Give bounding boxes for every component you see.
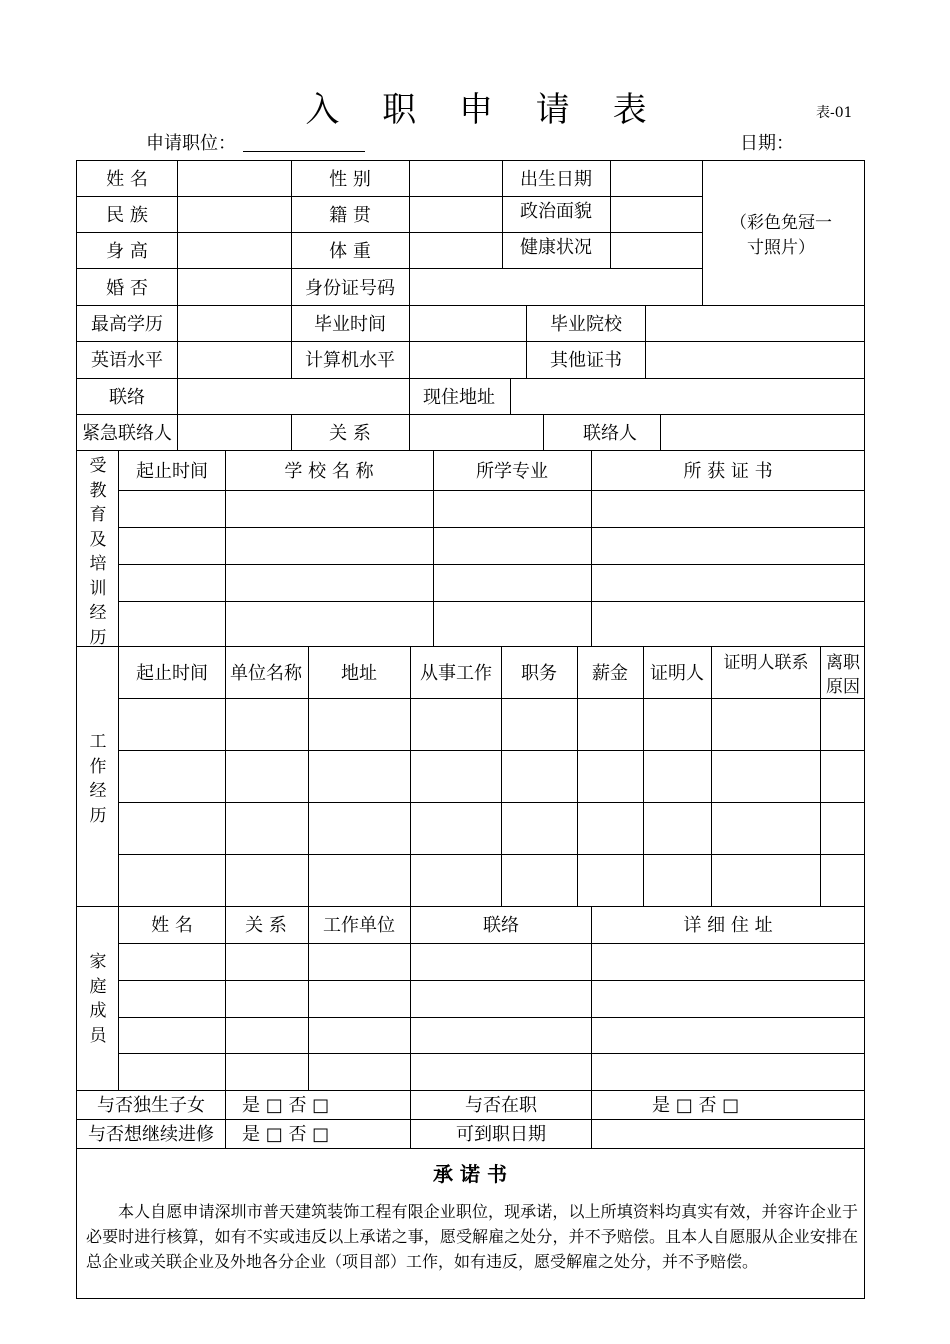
edu-header-school: 学 校 名 称 (284, 461, 374, 482)
employed-checkboxes[interactable]: 是 □ 否 □ (652, 1095, 740, 1116)
native-place-label: 籍 贯 (329, 205, 371, 226)
political-label: 政治面貌 (520, 201, 592, 222)
education-section-label: 受教育及培训经历 (89, 456, 107, 648)
position-label: 申请职位： (146, 133, 236, 154)
only-child-label: 与否独生子女 (97, 1095, 205, 1116)
computer-level-label: 计算机水平 (305, 350, 395, 371)
family-header-workplace: 工作单位 (323, 915, 395, 936)
weight-label: 体 重 (329, 241, 371, 262)
family-section-label: 家庭成员 (89, 952, 107, 1046)
health-label: 健康状况 (520, 237, 592, 258)
only-child-checkboxes[interactable]: 是 □ 否 □ (242, 1095, 330, 1116)
work-header-title: 职务 (521, 663, 557, 684)
school-label: 毕业院校 (550, 314, 622, 335)
work-header-reference: 证明人 (650, 663, 704, 684)
work-header-duty: 从事工作 (420, 663, 492, 684)
other-cert-label: 其他证书 (550, 350, 622, 371)
pledge-title: 承 诺 书 (433, 1162, 507, 1186)
form-title: 入 职 申 请 表 (305, 90, 663, 130)
work-header-reference-contact: 证明人联系 (723, 653, 809, 673)
start-date-label: 可到职日期 (456, 1124, 546, 1145)
english-level-label: 英语水平 (91, 350, 163, 371)
work-header-address: 地址 (341, 663, 377, 684)
further-study-checkboxes[interactable]: 是 □ 否 □ (242, 1124, 330, 1145)
contact-person-label: 联络人 (583, 423, 637, 444)
employed-label: 与否在职 (465, 1095, 537, 1116)
position-input-line[interactable] (243, 151, 365, 152)
graduation-time-label: 毕业时间 (314, 314, 386, 335)
height-label: 身 高 (106, 241, 148, 262)
contact-label: 联络 (109, 387, 145, 408)
edu-header-period: 起止时间 (136, 461, 208, 482)
emergency-contact-label: 紧急联络人 (82, 423, 172, 444)
work-header-salary: 薪金 (592, 663, 628, 684)
gender-label: 性 别 (329, 169, 371, 190)
work-section-label: 工作经历 (89, 732, 107, 826)
id-number-label: 身份证号码 (305, 278, 395, 299)
pledge-text: 本人自愿申请深圳市普天建筑装饰工程有限企业职位，现承诺，以上所填资料均真实有效，并容许企业于必要时进行核算，如有不实或违反以上承诺之事，愿受解雇之处分，并不予赔偿。且本人自愿服从企业安排在总企业或关联企业及外地各分企业（项目部）工作，如有违反，愿受解雇之处分，并不予赔偿。 (86, 1202, 858, 1271)
family-header-name: 姓 名 (151, 915, 193, 936)
form-number: 表-01 (816, 105, 853, 121)
ethnicity-label: 民 族 (106, 205, 148, 226)
family-header-relation: 关 系 (245, 915, 287, 936)
photo-placeholder: （彩色免冠一寸照片） (730, 213, 832, 258)
family-header-address: 详 细 住 址 (683, 915, 773, 936)
education-label: 最高学历 (91, 314, 163, 335)
address-label: 现住地址 (423, 387, 495, 408)
further-study-label: 与否想继续进修 (88, 1124, 214, 1145)
edu-header-major: 所学专业 (476, 461, 548, 482)
edu-header-certificate: 所 获 证 书 (683, 461, 773, 482)
marital-label: 婚 否 (106, 278, 148, 299)
work-header-company: 单位名称 (230, 663, 302, 684)
name-label: 姓 名 (106, 169, 148, 190)
work-header-leave-reason: 离职原因 (826, 653, 860, 697)
relation-label: 关 系 (329, 423, 371, 444)
birth-label: 出生日期 (520, 169, 592, 190)
work-header-period: 起止时间 (136, 663, 208, 684)
family-header-contact: 联络 (483, 915, 519, 936)
date-label: 日期： (740, 133, 794, 154)
